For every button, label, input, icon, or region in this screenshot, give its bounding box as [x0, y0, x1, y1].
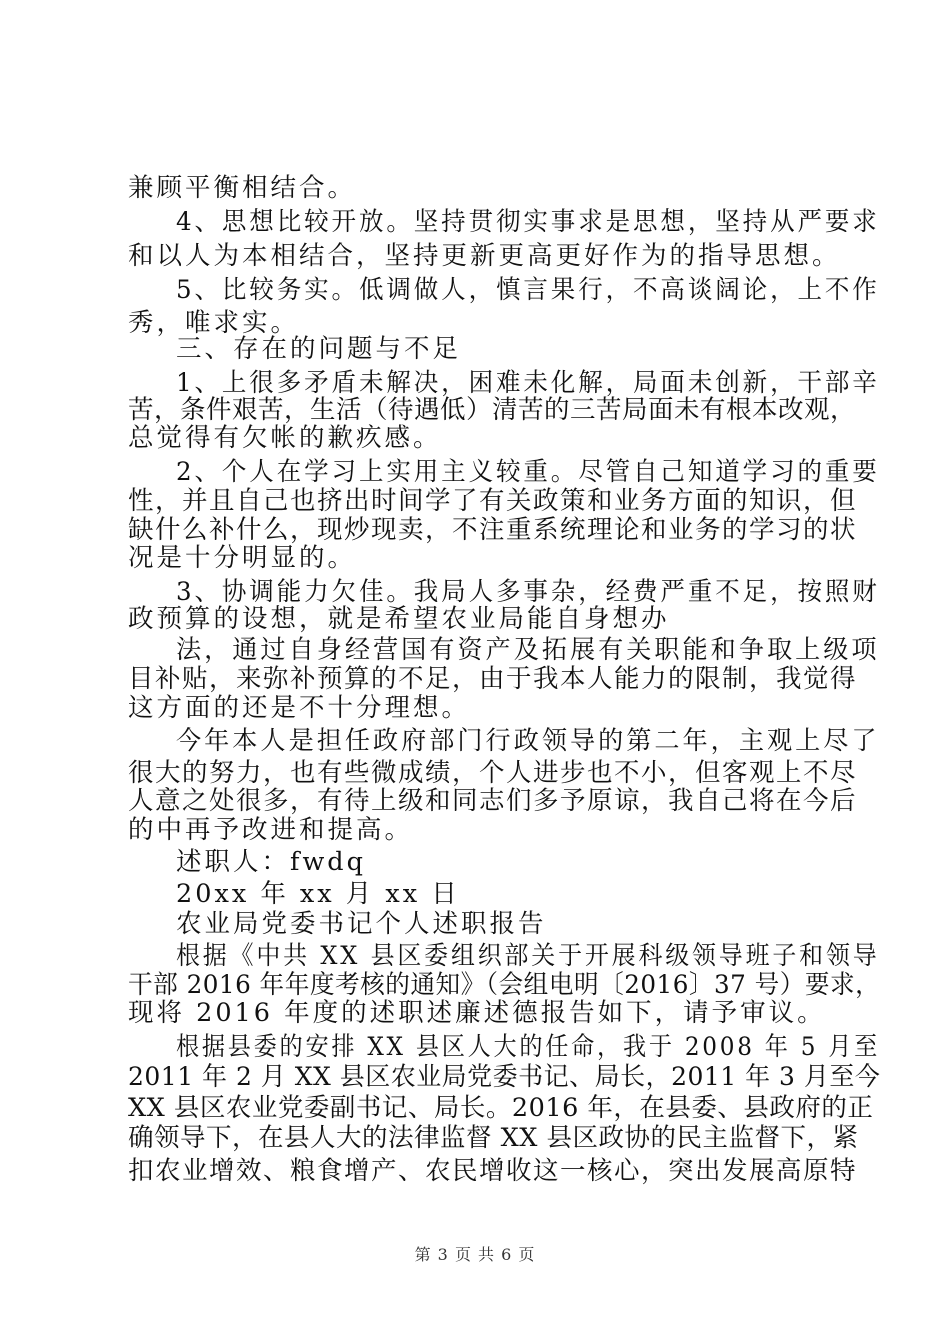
text-line: 和以人为本相结合，坚持更新更高更好作为的指导思想。 — [128, 241, 841, 271]
text-line: 政预算的设想，就是希望农业局能自身想办 — [128, 604, 670, 634]
text-line: 今年本人是担任政府部门行政领导的第二年，主观上尽了 — [176, 726, 880, 756]
text-line: 人意之处很多，有待上级和同志们多予原谅，我自己将在今后 — [128, 786, 858, 816]
text-line: 这方面的还是不十分理想。 — [128, 693, 471, 723]
text-line: 法，通过自身经营国有资产及拓展有关职能和争取上级项 — [176, 635, 880, 665]
text-line: 1、上很多矛盾未解决，困难未化解，局面未创新，干部辛 — [176, 368, 880, 398]
signatory-line: 述职人：fwdq — [176, 847, 366, 877]
text-line: 缺什么补什么，现炒现卖，不注重系统理论和业务的学习的状 — [128, 515, 858, 545]
section-heading: 三、存在的问题与不足 — [176, 334, 462, 364]
report-title: 农业局党委书记个人述职报告 — [176, 909, 547, 939]
text-line: 苦，条件艰苦，生活（待遇低）清苦的三苦局面未有根本改观， — [128, 395, 857, 425]
text-line: 的中再予改进和提高。 — [128, 815, 414, 845]
page-number-footer: 第 3 页 共 6 页 — [414, 1245, 536, 1264]
text-line: XX 县区农业党委副书记、局长。2016 年，在县委、县政府的正 — [128, 1093, 874, 1123]
text-line: 确领导下，在县人大的法律监督 XX 县区政协的民主监督下，紧 — [128, 1123, 859, 1153]
text-line: 现将 2016 年度的述职述廉述德报告如下，请予审议。 — [128, 998, 826, 1028]
text-line: 3、协调能力欠佳。我局人多事杂，经费严重不足，按照财 — [176, 577, 880, 607]
text-line: 总觉得有欠帐的歉疚感。 — [128, 423, 442, 453]
text-line: 很大的努力，也有些微成绩，个人进步也不小，但客观上不尽 — [128, 758, 858, 788]
text-line: 况是十分明显的。 — [128, 543, 357, 573]
text-line: 4、思想比较开放。坚持贯彻实事求是思想，坚持从严要求 — [176, 207, 880, 237]
text-line: 扣农业增效、粮食增产、农民增收这一核心，突出发展高原特 — [128, 1156, 858, 1186]
text-line: 干部 2016 年年度考核的通知》（会组电明〔2016〕37 号）要求， — [128, 970, 881, 1000]
text-line: 根据县委的安排 XX 县区人大的任命，我于 2008 年 5 月至 — [176, 1032, 881, 1062]
text-line: 性，并且自己也挤出时间学了有关政策和业务方面的知识，但 — [128, 486, 858, 516]
text-line: 5、比较务实。低调做人，慎言果行，不高谈阔论，上不作 — [176, 275, 880, 305]
text-line: 2、个人在学习上实用主义较重。尽管自己知道学习的重要 — [176, 457, 880, 487]
text-line: 2011 年 2 月 XX 县区农业局党委书记、局长，2011 年 3 月至今 — [128, 1062, 881, 1092]
text-line: 秀，唯求实。 — [128, 308, 300, 338]
text-line: 目补贴，来弥补预算的不足，由于我本人能力的限制，我觉得 — [128, 664, 858, 694]
text-line: 兼顾平衡相结合。 — [128, 173, 357, 203]
date-line: 20xx 年 xx 月 xx 日 — [176, 879, 460, 909]
text-line: 根据《中共 XX 县区委组织部关于开展科级领导班子和领导 — [176, 941, 880, 971]
